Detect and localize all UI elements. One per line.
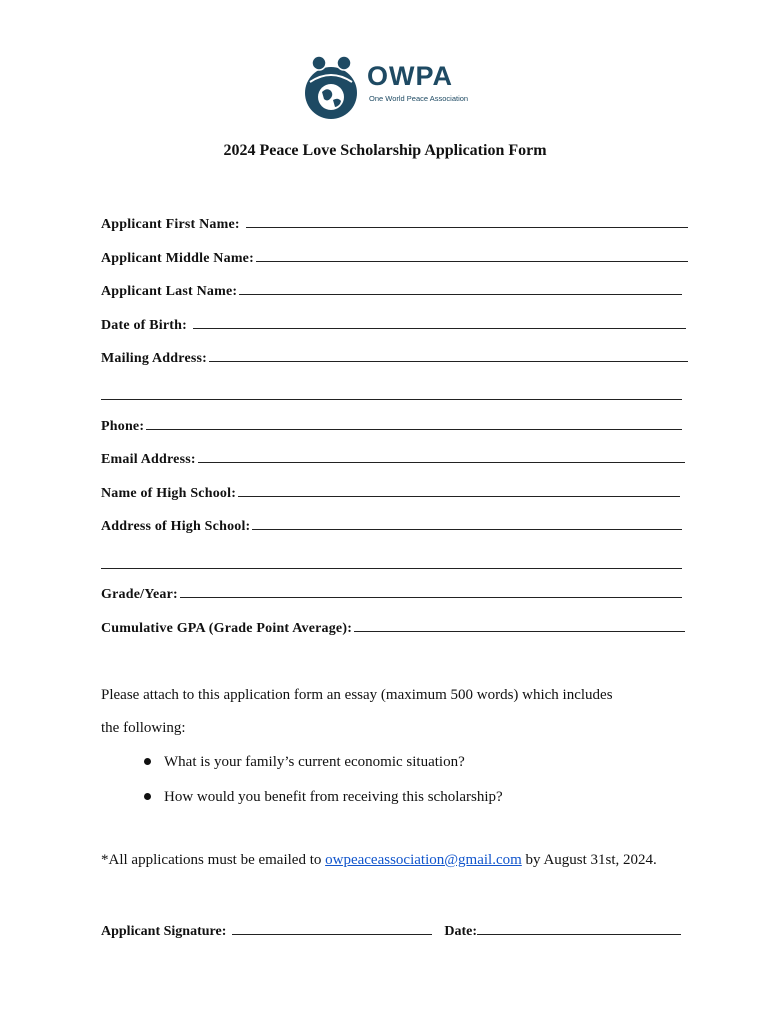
email-label: Email Address: [101,452,196,467]
owpa-logo [300,54,472,120]
contact-email-link[interactable]: owpeaceassociation@gmail.com [325,852,522,868]
date-of-birth-field [101,316,686,334]
mailing-address-field [101,349,688,367]
mailing-address-line-2[interactable] [101,399,682,400]
logo-wordmark: OWPA [367,61,453,91]
last-name-input[interactable] [239,282,682,295]
first-name-field [101,215,688,233]
signature-row [101,922,681,940]
page-title: 2024 Peace Love Scholarship Application Form [223,142,547,159]
logo-subtitle: One World Peace Association [369,94,469,103]
grade-year-input[interactable] [180,585,682,598]
mailing-address-label: Mailing Address: [101,351,208,366]
essay-instructions [101,679,701,745]
date-of-birth-input[interactable] [193,316,686,329]
note-suffix: by August 31st, 2024. [521,852,657,868]
signature-input[interactable] [232,922,432,935]
gpa-input[interactable] [354,619,685,632]
phone-label: Phone: [101,419,145,434]
list-item: What is your family’s current economic situation? [144,750,503,785]
mailing-address-input[interactable] [209,349,688,362]
phone-input[interactable] [146,417,682,430]
grade-year-label: Grade/Year: [101,587,178,602]
high-school-address-line-2[interactable] [101,568,682,569]
high-school-input[interactable] [238,484,680,497]
gpa-field [101,619,685,637]
signature-date-input[interactable] [477,922,681,935]
high-school-field [101,484,680,502]
gpa-label: Cumulative GPA (Grade Point Average): [101,621,353,636]
signature-label: Applicant Signature: [101,924,227,939]
date-of-birth-label: Date of Birth: [101,318,188,333]
grade-year-field [101,585,682,603]
email-input[interactable] [198,450,685,463]
high-school-address-input[interactable] [252,517,682,530]
middle-name-field [101,249,688,267]
high-school-label: Name of High School: [101,486,237,501]
note-prefix: *All applications must be emailed to [101,852,326,868]
first-name-input[interactable] [246,215,688,228]
date-label: Date: [444,924,478,939]
last-name-label: Applicant Last Name: [101,284,238,299]
middle-name-input[interactable] [256,249,688,262]
last-name-field [101,282,682,300]
high-school-address-field [101,517,682,535]
high-school-address-label: Address of High School: [101,519,251,534]
globe-with-two-people-icon [300,54,364,120]
essay-questions-list [144,750,503,820]
list-item: How would you benefit from receiving this scholarship? [144,785,503,820]
middle-name-label: Applicant Middle Name: [101,251,254,266]
first-name-label: Applicant First Name: [101,217,240,232]
essay-intro-line-2: the following: [101,720,186,736]
phone-field [101,417,682,435]
submission-note [101,852,657,869]
essay-intro-line-1: Please attach to this application form an essay (maximum 500 words) which includes [101,687,613,703]
email-field [101,450,685,468]
